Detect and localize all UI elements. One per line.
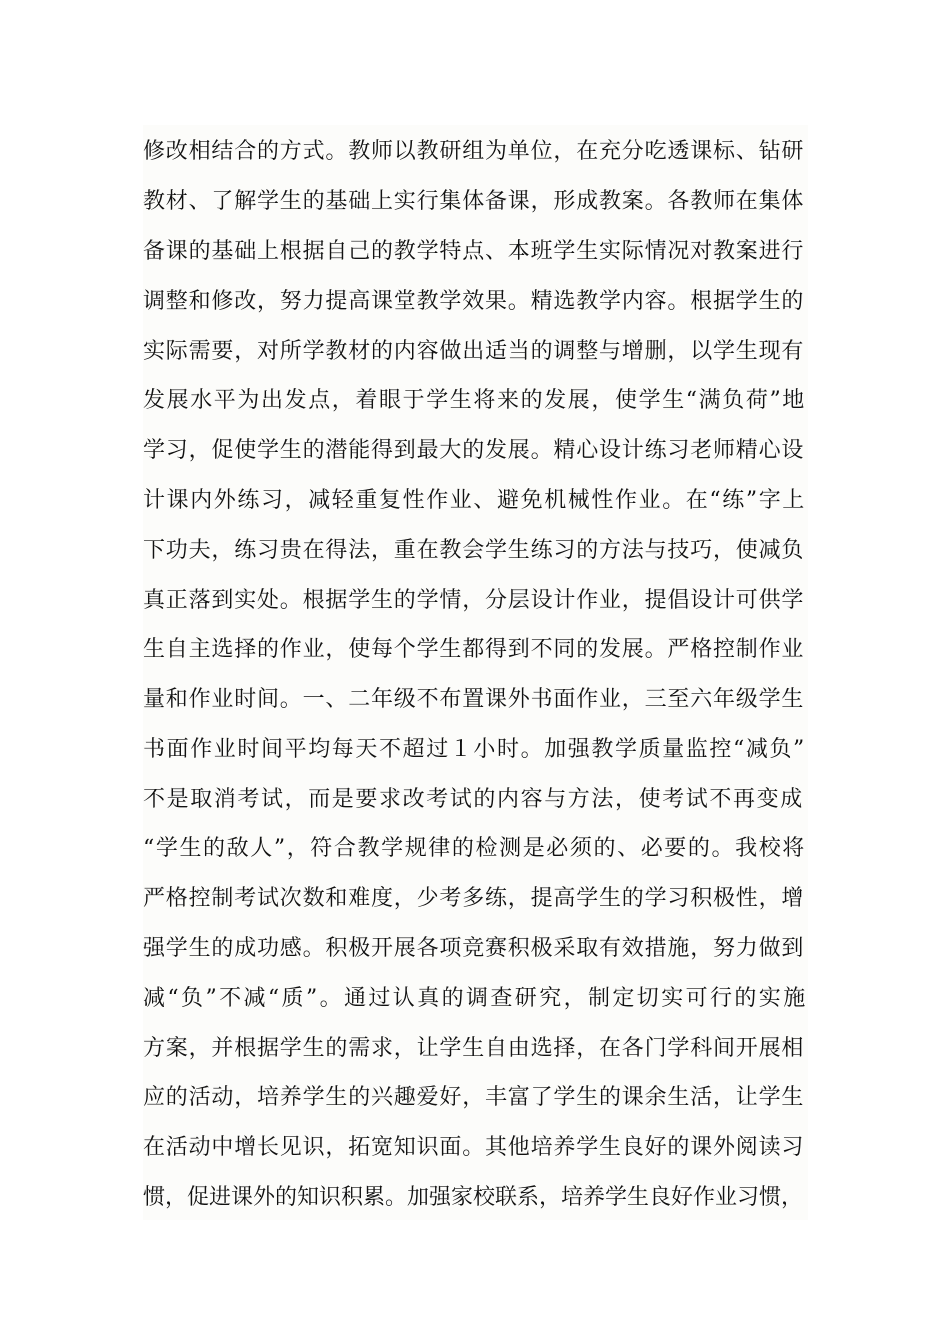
text-line: 下功夫，练习贵在得法，重在教会学生练习的方法与技巧，使减负	[143, 538, 805, 563]
text-line: 教材、了解学生的基础上实行集体备课，形成教案。各教师在集体	[143, 189, 805, 214]
text-line: 方案，并根据学生的需求，让学生自由选择，在各门学科间开展相	[143, 1036, 805, 1061]
text-line: 应的活动，培养学生的兴趣爱好，丰富了学生的课余生活，让学生	[143, 1085, 805, 1110]
text-line: 不是取消考试，而是要求改考试的内容与方法，使考试不再变成	[143, 787, 804, 812]
text-line: 强学生的成功感。积极开展各项竞赛积极采取有效措施，努力做到	[143, 936, 805, 961]
text-line: 调整和修改，努力提高课堂教学效果。精选教学内容。根据学生的	[143, 289, 805, 314]
text-line: 生自主选择的作业，使每个学生都得到不同的发展。严格控制作业	[143, 637, 805, 662]
text-line: 量和作业时间。一、二年级不布置课外书面作业，三至六年级学生	[143, 687, 805, 712]
body-text	[143, 125, 808, 1220]
text-line: 在活动中增长见识，拓宽知识面。其他培养学生良好的课外阅读习	[143, 1135, 805, 1160]
text-line: 书面作业时间平均每天不超过１小时。加强教学质量监控“减负”	[143, 737, 806, 762]
text-line: 计课内外练习，减轻重复性作业、避免机械性作业。在“练”字上	[143, 488, 806, 513]
text-line: 真正落到实处。根据学生的学情，分层设计作业，提倡设计可供学	[143, 588, 805, 613]
text-line: 备课的基础上根据自己的教学特点、本班学生实际情况对教案进行	[143, 239, 805, 264]
text-line: 实际需要，对所学教材的内容做出适当的调整与增删，以学生现有	[143, 339, 805, 364]
text-line: “学生的敌人”，符合教学规律的检测是必须的、必要的。我校将	[143, 836, 806, 861]
text-line: 严格控制考试次数和难度，少考多练，提高学生的学习积极性，增	[143, 886, 805, 911]
text-line: 修改相结合的方式。教师以教研组为单位，在充分吃透课标、钻研	[143, 139, 805, 164]
text-line: 减“负”不减“质”。通过认真的调查研究，制定切实可行的实施	[143, 986, 808, 1011]
text-line: 学习，促使学生的潜能得到最大的发展。精心设计练习老师精心设	[143, 438, 805, 463]
text-line: 发展水平为出发点，着眼于学生将来的发展，使学生“满负荷”地	[143, 388, 806, 413]
text-line: 惯，促进课外的知识积累。加强家校联系，培养学生良好作业习惯，	[143, 1185, 804, 1210]
